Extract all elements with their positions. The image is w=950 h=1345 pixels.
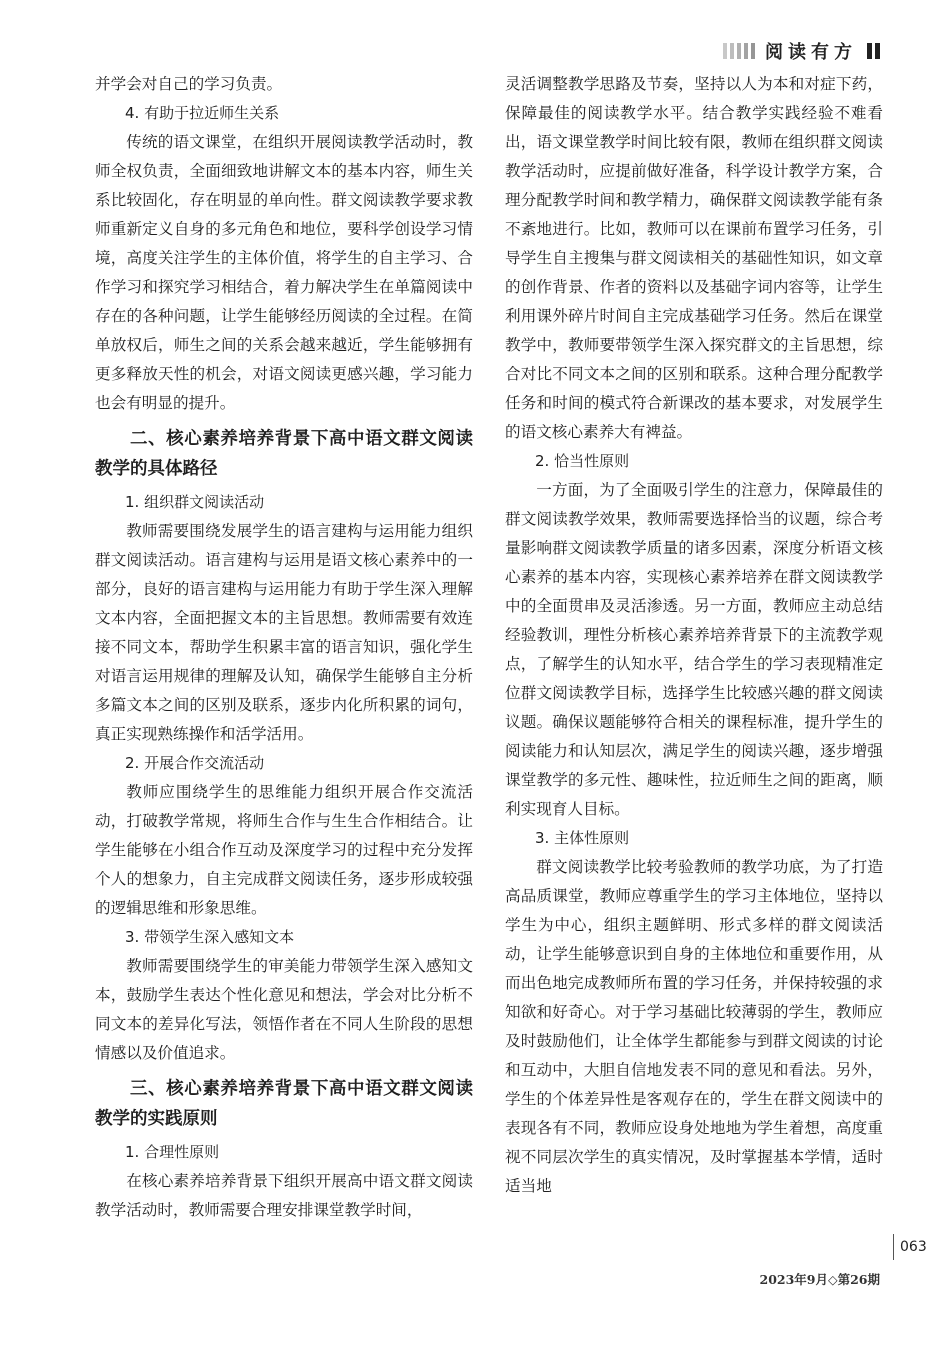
subheading: 1. 合理性原则 — [125, 1143, 220, 1161]
paragraph: 传统的语文课堂，在组织开展阅读教学活动时，教师全权负责，全面细致地讲解文本的基本内容，师生关系比较固化，存在明显的单向性。群文阅读教学要求教师重新定义自身的多元角色和地位，要科学创设学习情境，高度关注学生的主体价值，将学生的自主学习、合作学习和探究学习相结合，着力解决学生在单篇阅读中存在的各种问题，让学生能够经历阅读的全过程。在简单放权后，师生之间的关系会越来越近，学生能够拥有更多释放天性的机会，对语文阅读更感兴趣，学习能力也会有明显的提升。 — [95, 133, 473, 412]
subheading: 3. 带领学生深入感知文本 — [125, 928, 295, 946]
left-column — [95, 70, 473, 1225]
paragraph: 教师需要围绕学生的审美能力带领学生深入感知文本，鼓励学生表达个性化意见和想法，学会对比分析不同文本的差异化写法，领悟作者在不同人生阶段的思想情感以及价值追求。 — [95, 957, 473, 1062]
paragraph: 教师应围绕学生的思维能力组织开展合作交流活动，打破教学常规，将师生合作与生生合作相结合。让学生能够在小组合作互动及深度学习的过程中充分发挥个人的想象力，自主完成群文阅读任务，逐步形成较强的逻辑思维和形象思维。 — [95, 783, 473, 917]
subheading: 4. 有助于拉近师生关系 — [125, 104, 280, 122]
paragraph: 教师需要围绕发展学生的语言建构与运用能力组织群文阅读活动。语言建构与运用是语文核心素养中的一部分，良好的语言建构与运用能力有助于学生深入理解文本内容，全面把握文本的主旨思想。教师需要有效连接不同文本，帮助学生积累丰富的语言知识，强化学生对语言运用规律的理解及认知，确保学生能够自主分析多篇文本之间的区别及联系，逐步内化所积累的词句，真正实现熟练操作和活学活用。 — [95, 522, 473, 743]
subheading: 2. 开展合作交流活动 — [125, 754, 265, 772]
subheading: 2. 恰当性原则 — [535, 452, 630, 470]
section-heading: 二、核心素养培养背景下高中语文群文阅读教学的具体路径 — [95, 429, 473, 479]
subheading: 1. 组织群文阅读活动 — [125, 493, 265, 511]
issue-label: 2023年9月◇第26期 — [759, 1272, 880, 1287]
paragraph: 灵活调整教学思路及节奏，坚持以人为本和对症下药，保障最佳的阅读教学水平。结合教学实践经验不难看出，语文课堂教学时间比较有限，教师在组织群文阅读教学活动时，应提前做好准备，科学设计教学方案，合理分配教学时间和教学精力，确保群文阅读教学能有条不紊地进行。比如，教师可以在课前布置学习任务，引导学生自主搜集与群文阅读相关的基础性知识，如文章的创作背景、作者的资料以及基础字词内容等，让学生利用课外碎片时间自主完成基础学习任务。然后在课堂教学中，教师要带领学生深入探究群文的主旨思想，综合对比不同文本之间的区别和联系。这种合理分配教学任务和时间的模式符合新课改的基本要求，对发展学生的语文核心素养大有裨益。 — [505, 75, 883, 441]
header-stripes-decoration — [723, 43, 755, 59]
subheading: 3. 主体性原则 — [535, 829, 630, 847]
header-bars-decoration — [867, 43, 880, 59]
paragraph: 在核心素养培养背景下组织开展高中语文群文阅读教学活动时，教师需要合理安排课堂教学时间， — [95, 1172, 473, 1219]
paragraph: 群文阅读教学比较考验教师的教学功底，为了打造高品质课堂，教师应尊重学生的学习主体地位，坚持以学生为中心，组织主题鲜明、形式多样的群文阅读活动，让学生能够意识到自身的主体地位和重要作用，从而出色地完成教师所布置的学习任务，并保持较强的求知欲和好奇心。对于学习基础比较薄弱的学生，教师应及时鼓励他们，让全体学生都能参与到群文阅读的讨论和互动中，大胆自信地发表不同的意见和看法。另外，学生的个体差异性是客观存在的，学生在群文阅读中的表现各有不同，教师应设身处地地为学生着想，高度重视不同层次学生的真实情况，及时掌握基本学情，适时适当地 — [505, 858, 883, 1195]
right-column — [505, 70, 883, 1201]
section-heading: 三、核心素养培养背景下高中语文群文阅读教学的实践原则 — [95, 1079, 473, 1129]
section-title: 阅读有方 — [765, 42, 857, 63]
paragraph: 并学会对自己的学习负责。 — [95, 75, 283, 93]
running-header — [723, 38, 880, 64]
paragraph: 一方面，为了全面吸引学生的注意力，保障最佳的群文阅读教学效果，教师需要选择恰当的议题，综合考量影响群文阅读教学质量的诸多因素，深度分析语文核心素养的基本内容，实现核心素养培养在群文阅读教学中的全面贯串及灵活渗透。另一方面，教师应主动总结经验教训，理性分析核心素养培养背景下的主流教学观点，了解学生的认知水平，结合学生的学习表现精准定位群文阅读教学目标，选择学生比较感兴趣的群文阅读议题。确保议题能够符合相关的课程标准，提升学生的阅读能力和认知层次，满足学生的阅读兴趣，逐步增强课堂教学的多元性、趣味性，拉近师生之间的距离，顺利实现育人目标。 — [505, 481, 883, 818]
page-number: 063 — [893, 1234, 937, 1260]
